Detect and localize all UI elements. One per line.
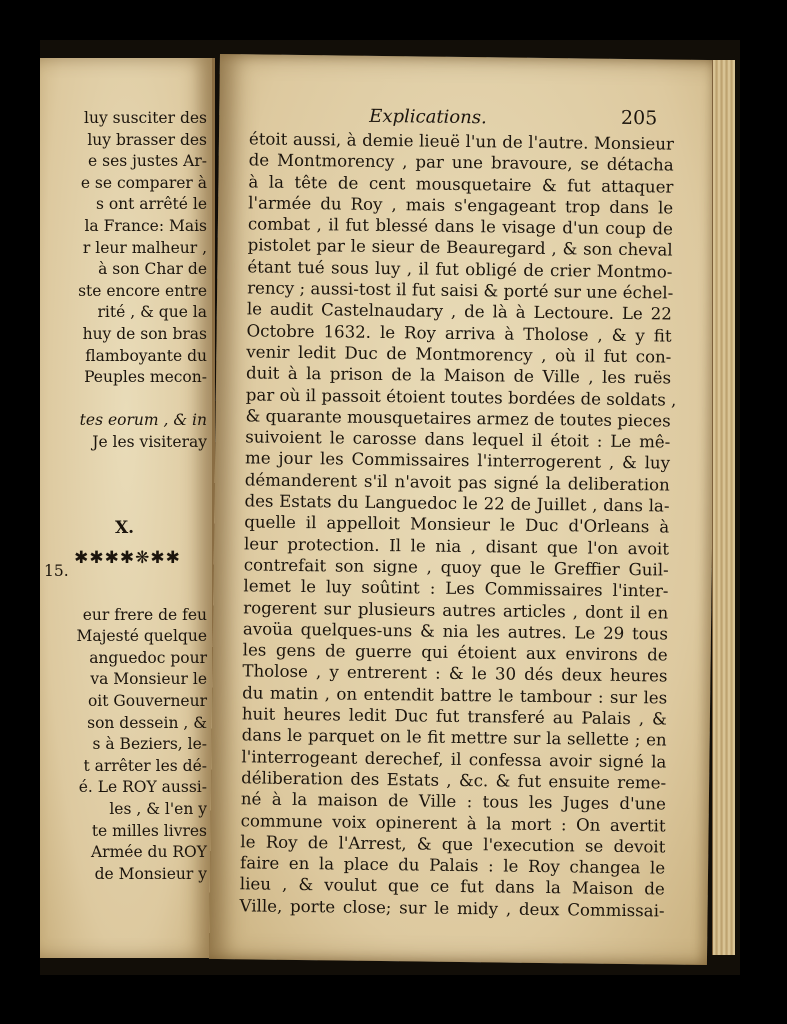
text-line: le Roy de l'Arrest, & que l'execution se devoit: [240, 832, 666, 857]
text-line: flamboyante du: [85, 346, 207, 365]
text-line: luy brasser des: [87, 130, 207, 149]
text-line: du matin , on entendit battre le tambour : sur les: [242, 683, 668, 708]
text-line: démanderent s'il n'avoit pas signé la deliberation: [244, 470, 670, 495]
text-line: des Estats du Languedoc le 22 de Juillet , dans la-: [244, 491, 670, 516]
text-line: te milles livres: [91, 821, 207, 840]
text-line: commune voix opinerent à la mort : On avertit: [240, 810, 666, 836]
text-line: huit heures ledit Duc fut transferé au Palais , &: [241, 704, 668, 729]
running-head: Explications.: [369, 105, 487, 129]
text-line: oit Gouverneur: [87, 692, 207, 711]
text-line: l'interrogeant derechef, il confessa avoir signé la: [241, 746, 667, 772]
text-line: e ses justes Ar-: [88, 152, 207, 171]
text-line: lieu , & voulut que ce fut dans la Maison de: [239, 874, 665, 899]
text-line: duit à la prison de la Maison de Ville , les ruës: [245, 363, 672, 388]
text-line: étoit aussi, à demie lieuë l'un de l'autre. Monsieur: [248, 129, 675, 154]
text-line: lemet le luy soûtint : Les Commissaires l'inter-: [243, 576, 669, 601]
section-number: 15.: [44, 562, 69, 581]
text-line: le audit Castelnaudary , de là à Lectoure. Le 22: [246, 299, 672, 324]
text-line: [40, 583, 215, 605]
text-line: anguedoc pour: [89, 648, 207, 667]
section-heading: X.: [114, 518, 135, 539]
right-page-text: [239, 128, 677, 921]
right-page: [209, 54, 718, 965]
text-line: rogerent sur plusieurs autres articles , dont il en: [243, 597, 669, 623]
text-line: étant tué sous luy , il fut obligé de crier Montmo-: [247, 257, 673, 282]
page-edges: [712, 60, 735, 955]
text-line: de Monsieur y: [94, 864, 207, 883]
text-line: né à la maison de Ville : tous les Juges d'une: [240, 789, 666, 814]
text-line: Peuples mecon-: [84, 368, 207, 387]
text-line: les , & l'en y: [109, 800, 207, 818]
text-line: huy de son bras: [82, 324, 207, 343]
text-line: à son Char de: [98, 260, 207, 279]
text-line: faire en la place du Palais : le Roy changea le: [240, 853, 666, 878]
text-line: Majesté quelque: [76, 627, 207, 646]
text-line: é. Le ROY aussi-: [78, 778, 207, 797]
text-line: s ont arrêté le: [95, 195, 207, 214]
text-line: e se comparer à: [80, 173, 207, 192]
text-line: [40, 475, 215, 497]
text-line: Ville, porte close; sur le midy , deux Commissai-: [239, 895, 665, 921]
text-line: son dessein , &: [87, 713, 207, 732]
text-line: quelle il appelloit Monsieur le Duc d'Orleans à: [244, 512, 670, 537]
text-line: & quarante mousquetaires armez de toutes pieces: [245, 406, 671, 431]
left-page-text: [40, 108, 215, 885]
text-line: de Montmorency , par une bravoure, se détacha: [248, 150, 674, 175]
text-line: rency ; aussi-tost il fut saisi & porté sur une échel-: [247, 278, 674, 303]
text-line: eur frere de feu: [82, 605, 207, 624]
left-page: [40, 58, 215, 958]
text-line: leur protection. Il le nia , disant que l'on avoit: [243, 533, 670, 559]
text-line: s à Beziers, le-: [92, 735, 207, 754]
text-line: t arrêter les dé-: [83, 756, 207, 775]
text-line: par où il passoit étoient toutes bordées de soldats ,: [245, 384, 677, 410]
text-line: dans le parquet on le fit mettre sur la sellette ; en: [241, 725, 667, 750]
text-line: venir ledit Duc de Montmorency , où il fut con-: [246, 342, 672, 367]
text-line: Tholose , y entrerent : & le 30 dés deux heures: [242, 661, 668, 686]
text-line: suivoient le carosse dans lequel il étoit : Le mê-: [245, 427, 671, 452]
text-line: déliberation des Estats , &c. & fut ensuite reme-: [241, 768, 667, 793]
text-line: Je les visiteray: [92, 432, 207, 451]
text-line: luy susciter des: [84, 109, 207, 127]
text-line: la France: Mais: [84, 216, 207, 235]
text-line: les gens de guerre qui étoient aux environs de: [242, 640, 668, 665]
text-line: ste encore entre: [78, 281, 207, 300]
latin-quote-line: tes eorum , & in: [79, 411, 207, 430]
text-line: combat , il fut blessé dans le visage d'un coup de: [247, 214, 674, 239]
text-line: Armée du ROY: [90, 843, 207, 862]
text-line: me jour les Commissaires l'interrogerent , & luy: [244, 448, 671, 473]
text-line: avoüa quelques-uns & nia les autres. Le 29 tous: [242, 619, 669, 644]
text-line: [40, 497, 215, 519]
text-line: r leur malheur ,: [82, 238, 207, 257]
text-line: pistolet par le sieur de Beauregard , & son cheval: [247, 235, 673, 261]
text-line: [40, 454, 215, 476]
ornament-band: ✱✱✱✱❋✱✱: [74, 548, 181, 568]
text-line: rité , & que la: [97, 303, 207, 322]
text-line: contrefait son signe , quoy que le Greffier Guil-: [243, 555, 669, 580]
page-number: 205: [620, 106, 658, 130]
text-line: Octobre 1632. le Roy arriva à Tholose , & y fit: [246, 321, 672, 346]
text-line: l'armée du Roy , mais s'engageant trop dans le: [248, 193, 674, 218]
text-line: [40, 389, 215, 411]
open-book: [40, 40, 740, 975]
text-line: à la tête de cent mousquetaire & fut attaquer: [248, 171, 674, 197]
text-line: va Monsieur le: [90, 670, 207, 689]
